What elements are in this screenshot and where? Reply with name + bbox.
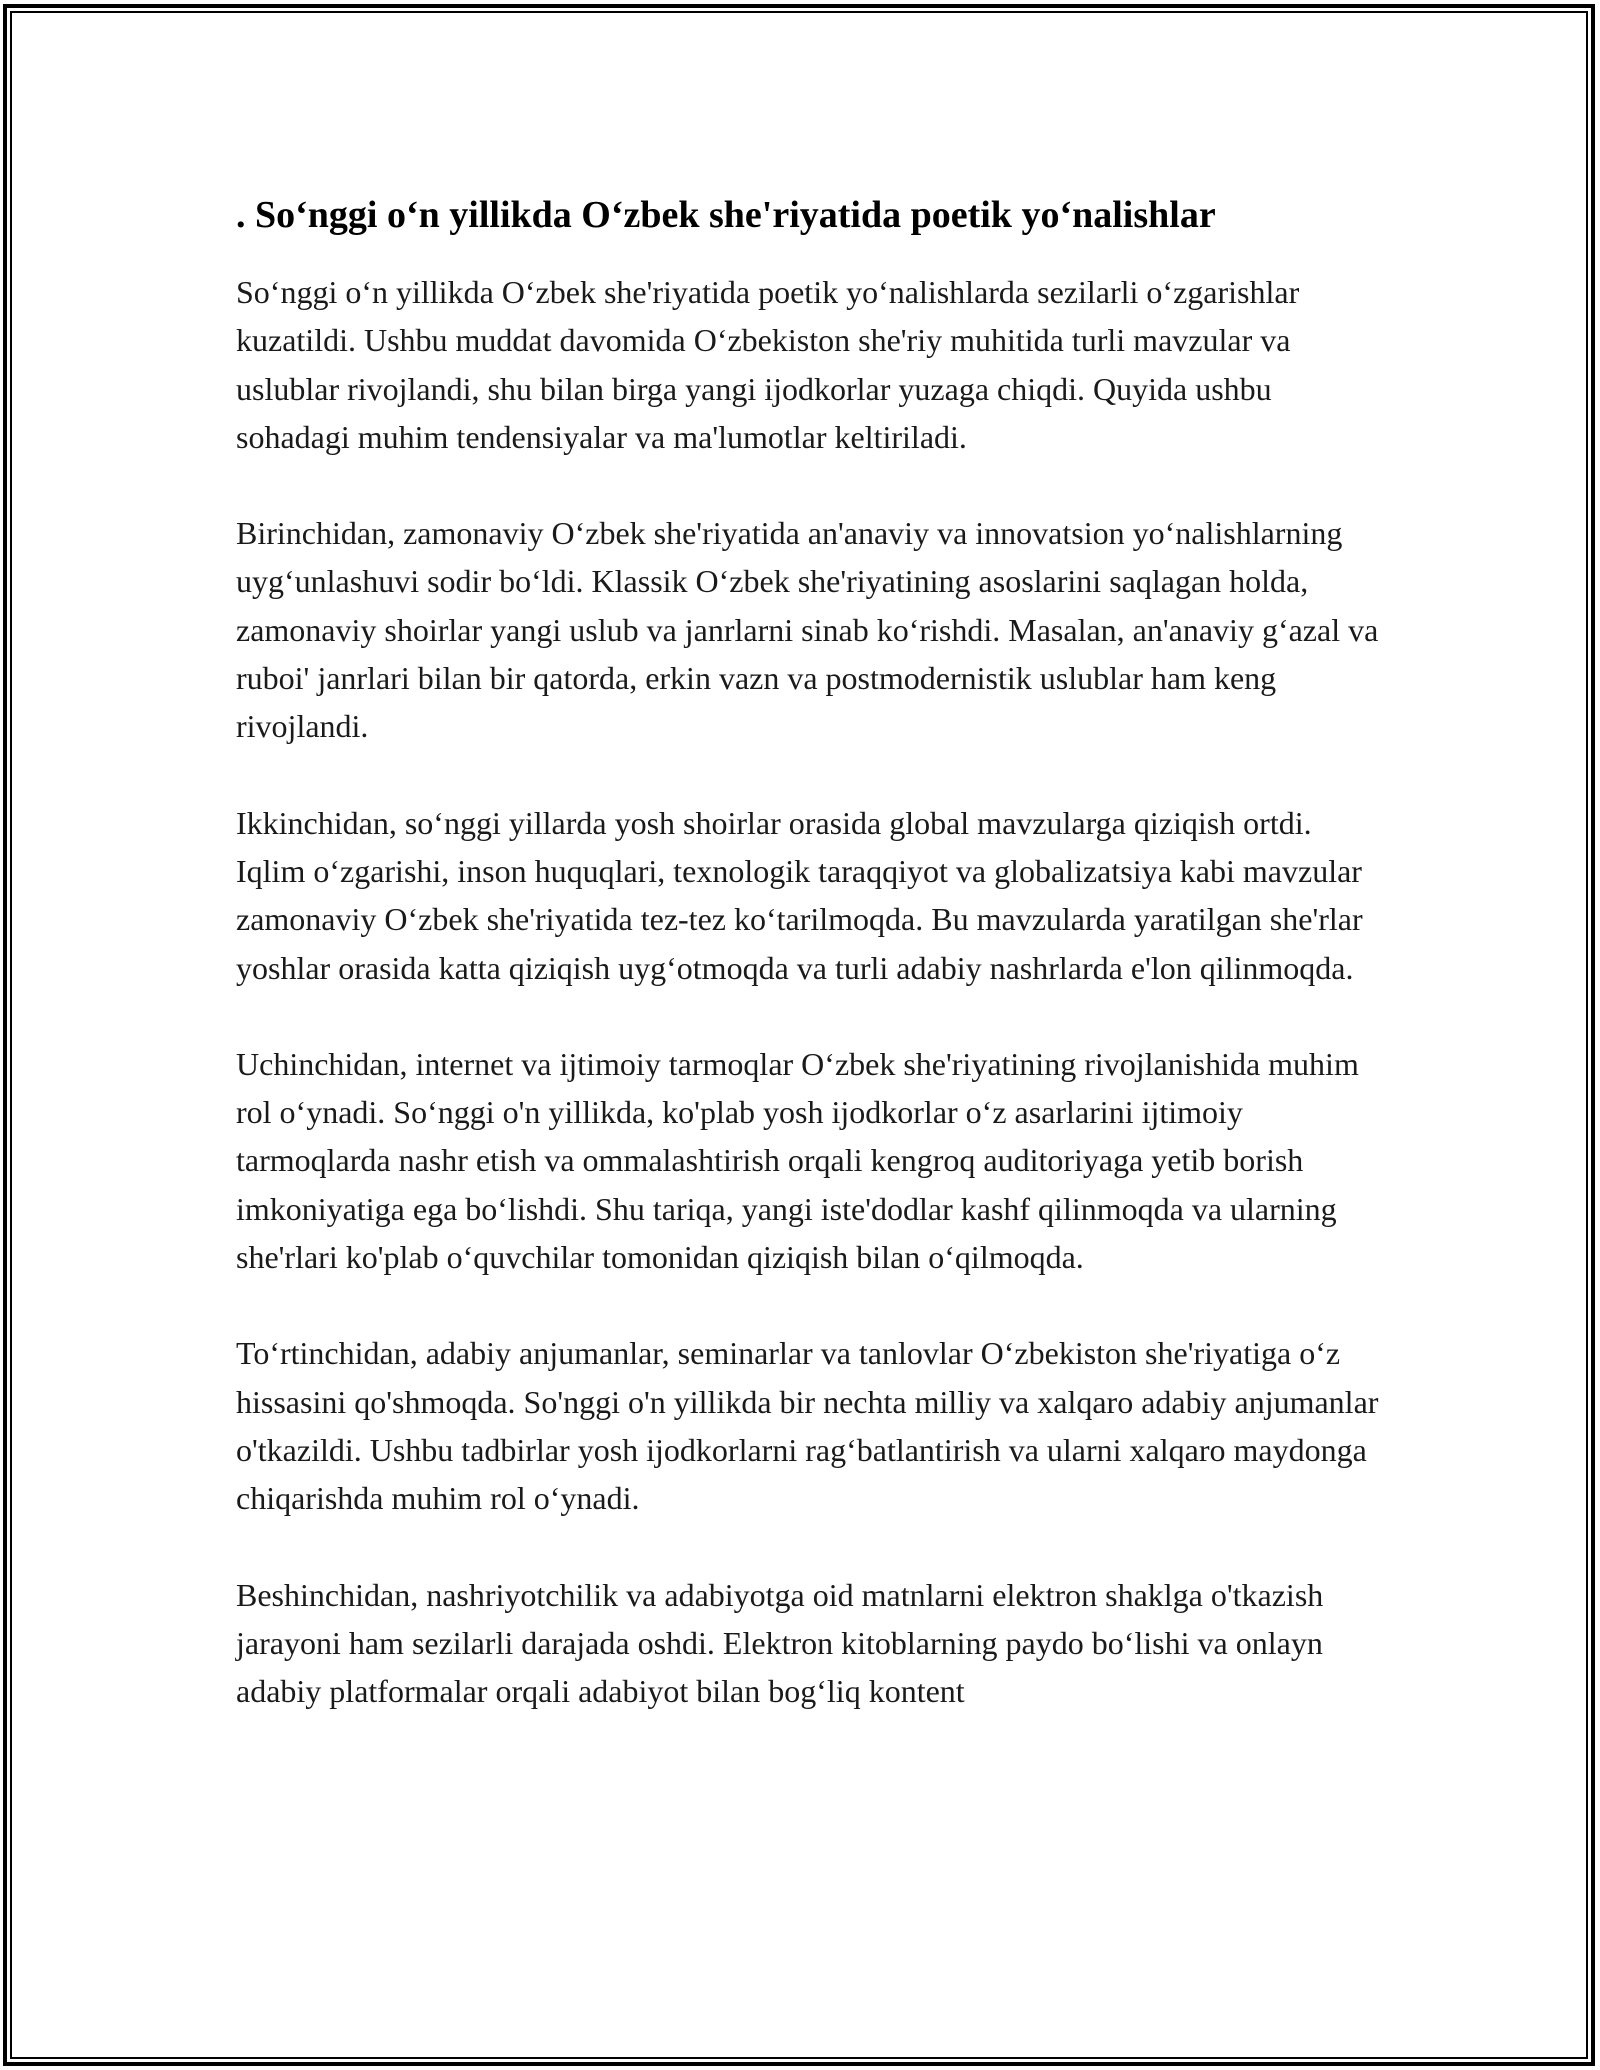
paragraph-6: Beshinchidan, nashriyotchilik va adabiyotga oid matnlarni elektron shaklga o'tkazish jarayoni ham sezilarli darajada oshdi. Elektron kitoblarning paydo bo‘lishi va onlayn adabiy platformalar orqali adabiyot bilan bog‘liq kontent xyxy=(236,1576,1324,1710)
paragraph-3: Ikkinchidan, so‘nggi yillarda yosh shoirlar orasida global mavzularga qiziqish ortdi. Iqlim o‘zgarishi, inson huquqlari, texnologik taraqqiyot va globalizatsiya kabi mavzular zamonaviy O‘zbek she'riyatida tez-tez ko‘tarilmoqda. Bu mavzularda yaratilgan she'rlar yoshlar orasida katta qiziqish uyg‘otmoqda va turli adabiy nashrlarda e'lon qilinmoqda. xyxy=(236,804,1363,986)
paragraph-5: To‘rtinchidan, adabiy anjumanlar, seminarlar va tanlovlar O‘zbekiston she'riyatiga o‘z hissasini qo'shmoqda. So'nggi o'n yillikda bir nechta milliy va xalqaro adabiy anjumanlar o'tkazildi. Ushbu tadbirlar yosh ijodkorlarni rag‘batlantirish va ularni xalqaro maydonga chiqarishda muhim rol o‘ynadi. xyxy=(236,1335,1379,1517)
paragraph-4: Uchinchidan, internet va ijtimoiy tarmoqlar O‘zbek she'riyatining rivojlanishida muhim rol o‘ynadi. So‘nggi o'n yillikda, ko'plab yosh ijodkorlar o‘z asarlarini ijtimoiy tarmoqlarda nashr etish va ommalashtirish orqali kengroq auditoriyaga yetib borish imkoniyatiga ega bo‘lishdi. Shu tariqa, yangi iste'dodlar kashf qilinmoqda va ularning she'rlari ko'plab o‘quvchilar tomonidan qiziqish bilan o‘qilmoqda. xyxy=(236,1045,1359,1276)
document-page xyxy=(236,180,1386,1715)
document-title: . So‘nggi o‘n yillikda O‘zbek she'riyatida poetik yo‘nalishlar xyxy=(236,194,1216,236)
paragraph-1: So‘nggi o‘n yillikda O‘zbek she'riyatida poetik yo‘nalishlarda sezilarli o‘zgarishlar kuzatildi. Ushbu muddat davomida O‘zbekiston she'riy muhitida turli mavzular va uslublar rivojlandi, shu bilan birga yangi ijodkorlar yuzaga chiqdi. Quyida ushbu sohadagi muhim tendensiyalar va ma'lumotlar keltiriladi. xyxy=(236,274,1300,455)
paragraph-2: Birinchidan, zamonaviy O‘zbek she'riyatida an'anaviy va innovatsion yo‘nalishlarning uyg‘unlashuvi sodir bo‘ldi. Klassik O‘zbek she'riyatining asoslarini saqlagan holda, zamonaviy shoirlar yangi uslub va janrlarni sinab ko‘rishdi. Masalan, an'anaviy g‘azal va ruboi' janrlari bilan bir qatorda, erkin vazn va postmodernistik uslublar ham keng rivojlandi. xyxy=(236,515,1379,745)
